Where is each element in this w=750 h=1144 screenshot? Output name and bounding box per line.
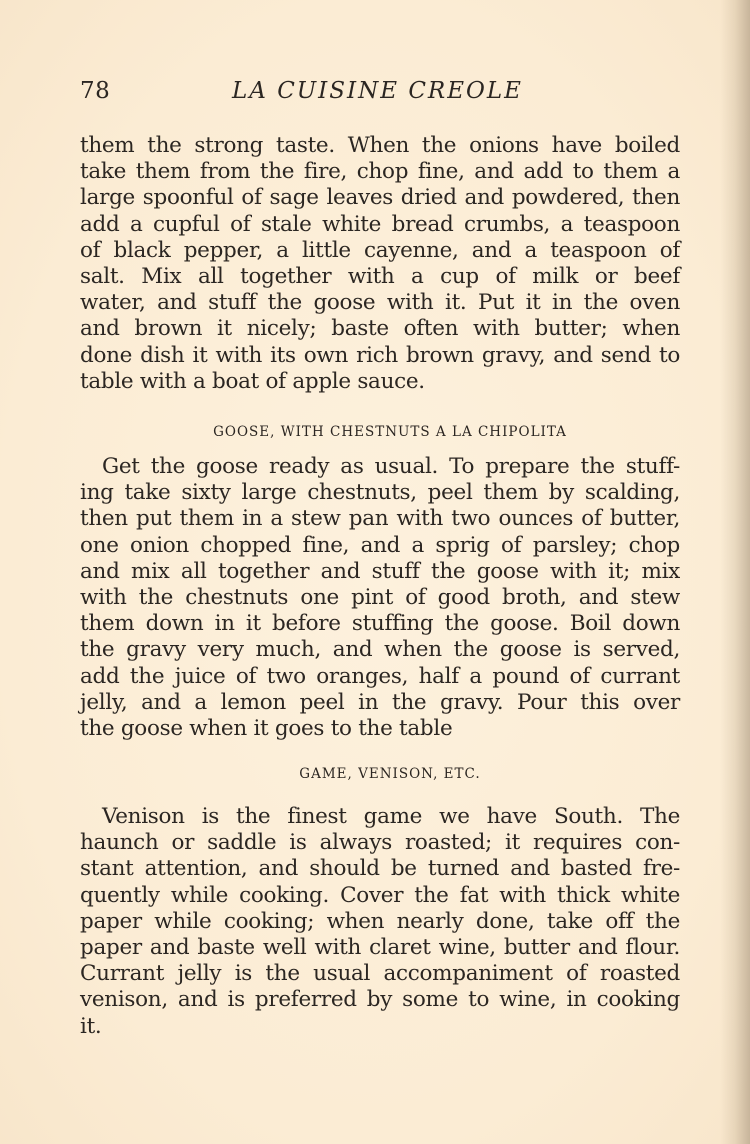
text-line: it.	[80, 1013, 102, 1039]
text-line: stant attention, and should be turned and basted fre-	[80, 856, 680, 882]
text-line: ing take sixty large chestnuts, peel them by scalding,	[80, 480, 680, 506]
text-line: Get the goose ready as usual. To prepare the stuff-	[102, 454, 680, 479]
text-line: table with a boat of apple sauce.	[80, 368, 425, 394]
paragraph-venison	[80, 804, 680, 1040]
text-line: haunch or saddle is always roasted; it requires con-	[80, 830, 680, 856]
text-line: quently while cooking. Cover the fat with thick white	[80, 882, 680, 908]
text-line: water, and stuff the goose with it. Put it in the oven	[80, 290, 680, 316]
text-line: salt. Mix all together with a cup of milk or beef	[80, 264, 680, 290]
text-line: venison, and is preferred by some to wine, in cooking	[80, 987, 680, 1013]
text-line: with the chestnuts one pint of good broth, and stew	[80, 585, 680, 611]
text-line: and mix all together and stuff the goose with it; mix	[80, 558, 680, 584]
text-line: one onion chopped fine, and a sprig of parsley; chop	[80, 532, 680, 558]
text-line: jelly, and a lemon peel in the gravy. Pour this over	[80, 689, 680, 715]
text-line: add the juice of two oranges, half a pound of currant	[80, 663, 680, 689]
page-number: 78	[80, 78, 111, 104]
text-line: done dish it with its own rich brown gravy, and send to	[80, 342, 680, 368]
text-line: Currant jelly is the usual accompaniment of roasted	[80, 961, 680, 987]
text-line: the gravy very much, and when the goose is served,	[80, 637, 680, 663]
text-line: of black pepper, a little cayenne, and a teaspoon of	[80, 237, 680, 263]
paragraph-goose-stuffing-continued	[80, 133, 680, 395]
text-line: Venison is the finest game we have South. The	[102, 804, 680, 829]
recipe-heading-game-venison: GAME, VENISON, ETC.	[299, 766, 481, 782]
text-line: the goose when it goes to the table	[80, 716, 453, 742]
paragraph-goose-chestnuts	[80, 454, 680, 742]
text-line: paper and baste well with claret wine, butter and flour.	[80, 935, 680, 961]
text-line: them down in it before stuffing the goose. Boil down	[80, 611, 680, 637]
text-line: them the strong taste. When the onions have boiled	[80, 133, 680, 158]
text-line: then put them in a stew pan with two ounces of butter,	[80, 506, 680, 532]
text-line: and brown it nicely; baste often with butter; when	[80, 316, 680, 342]
running-title: LA CUISINE CREOLE	[232, 78, 523, 104]
text-line: take them from the fire, chop fine, and add to them a	[80, 159, 680, 185]
recipe-heading-goose-chestnuts: GOOSE, WITH CHESTNUTS A LA CHIPOLITA	[213, 424, 567, 440]
running-head	[80, 78, 680, 108]
text-line: large spoonful of sage leaves dried and powdered, then	[80, 185, 680, 211]
text-line: add a cupful of stale white bread crumbs, a teaspoon	[80, 211, 680, 237]
text-line: paper while cooking; when nearly done, take off the	[80, 908, 680, 934]
